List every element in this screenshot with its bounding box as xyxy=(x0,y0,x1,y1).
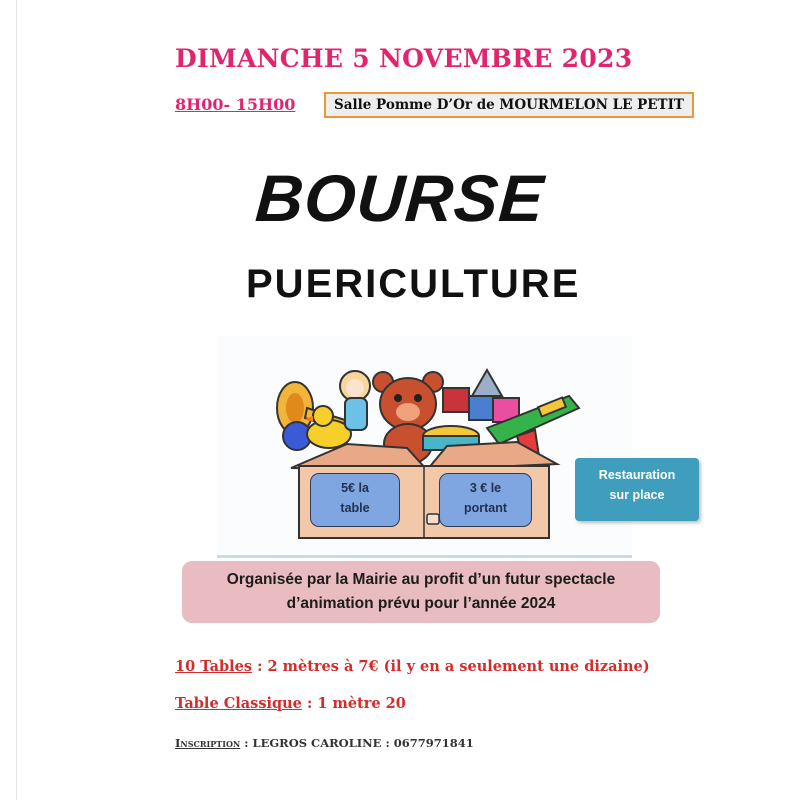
restauration-line1: Restauration xyxy=(598,468,676,482)
tables-text: : 2 mètres à 7€ (il y en a seulement une dizaine) xyxy=(252,658,650,675)
tables-info xyxy=(175,658,650,675)
toy-box-drawing xyxy=(217,336,632,558)
ground-line xyxy=(217,555,632,558)
tables-label: 10 Tables xyxy=(175,658,253,675)
price-table-line2: table xyxy=(340,501,370,515)
box-handle xyxy=(427,514,439,524)
price-tag-portant xyxy=(439,473,532,527)
price-portant-line2: portant xyxy=(463,501,508,515)
price-portant-line1: 3 € le xyxy=(469,481,502,495)
organisation-banner xyxy=(182,561,660,623)
inscription-info xyxy=(175,736,474,750)
inscription-text: : LEGROS CAROLINE : 0677971841 xyxy=(240,736,474,750)
restauration-badge xyxy=(575,458,699,521)
page-edge xyxy=(16,0,17,800)
event-hours: 8H00- 15H00 xyxy=(175,95,296,114)
event-date: DIMANCHE 5 NOVEMBRE 2023 xyxy=(175,44,633,73)
event-title: BOURSE xyxy=(253,161,547,235)
classic-text: : 1 mètre 20 xyxy=(301,695,406,712)
toy-box-illustration xyxy=(217,336,632,558)
venue-box: Salle Pomme D’Or de MOURMELON LE PETIT xyxy=(324,92,694,118)
price-tag-table xyxy=(310,473,400,527)
classic-table-info xyxy=(175,695,406,712)
organisation-line2: d’animation prévu pour l’année 2024 xyxy=(286,595,556,612)
price-table-line1: 5€ la xyxy=(341,481,369,495)
doll-icon xyxy=(340,371,370,430)
organisation-line1: Organisée par la Mairie au profit d’un futur spectacle xyxy=(226,571,616,588)
event-subtitle: PUERICULTURE xyxy=(246,262,581,306)
classic-label: Table Classique xyxy=(175,695,302,712)
restauration-line2: sur place xyxy=(609,488,665,502)
rocket-icon xyxy=(472,370,502,396)
inscription-label: Inscription xyxy=(175,736,241,750)
